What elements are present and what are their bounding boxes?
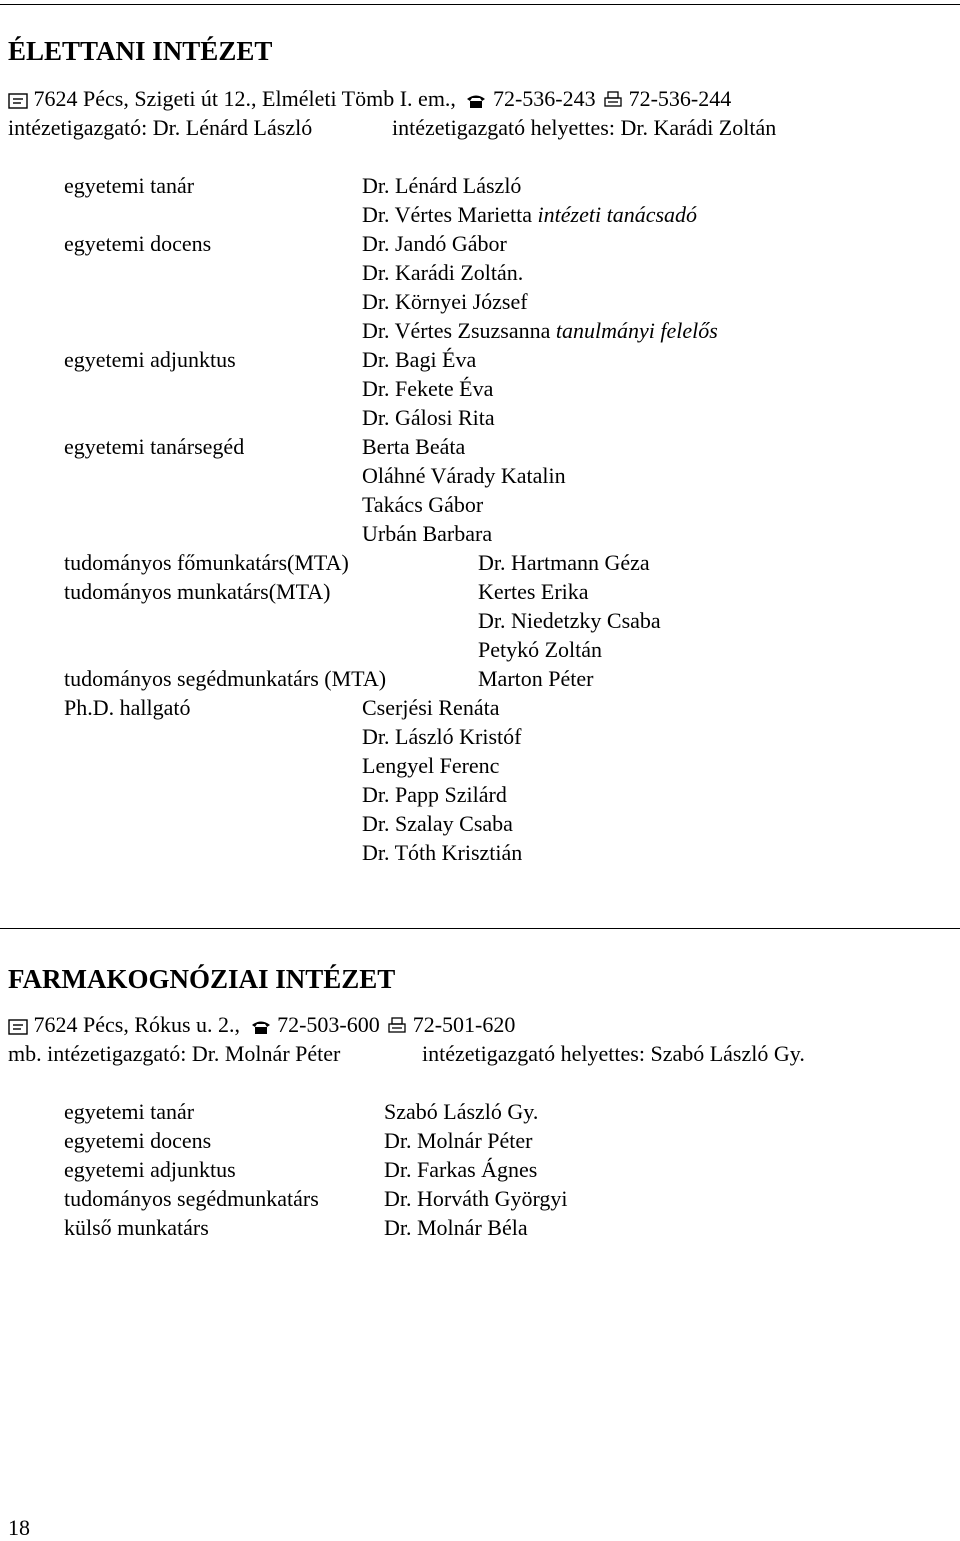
person-name-text: Dr. Molnár Péter bbox=[384, 1128, 533, 1153]
person-name-text: Dr. Hartmann Géza bbox=[478, 550, 650, 575]
staff-row bbox=[0, 403, 960, 432]
address-text: 7624 Pécs, Szigeti út 12., Elméleti Tömb I. em., bbox=[33, 86, 456, 111]
person-name-text: Dr. Jandó Gábor bbox=[362, 231, 507, 256]
person-name bbox=[362, 345, 476, 374]
director-line bbox=[0, 1039, 960, 1068]
person-name-text: Dr. Lénárd László bbox=[362, 173, 522, 198]
deputy-text: intézetigazgató helyettes: Dr. Karádi Zoltán bbox=[392, 115, 777, 140]
staff-row bbox=[0, 751, 960, 780]
fax-number: 72-536-244 bbox=[628, 86, 732, 111]
person-name bbox=[362, 432, 465, 461]
mailbox-icon bbox=[8, 87, 28, 116]
fax-icon bbox=[603, 87, 623, 116]
fax-icon bbox=[387, 1013, 407, 1042]
person-name-text: Dr. Tóth Krisztián bbox=[362, 840, 523, 865]
director-text: mb. intézetigazgató: Dr. Molnár Péter bbox=[8, 1041, 341, 1066]
person-name bbox=[384, 1126, 532, 1155]
person-name bbox=[478, 635, 602, 664]
person-name bbox=[362, 780, 507, 809]
person-name-text: Cserjési Renáta bbox=[362, 695, 500, 720]
role-label: egyetemi docens bbox=[64, 231, 212, 256]
person-name bbox=[384, 1184, 568, 1213]
staff-row bbox=[0, 606, 960, 635]
person-name bbox=[362, 229, 507, 258]
person-name-text: Szabó László Gy. bbox=[384, 1099, 539, 1124]
address-text: 7624 Pécs, Rókus u. 2., bbox=[33, 1012, 241, 1037]
phone-number: 72-503-600 bbox=[277, 1012, 380, 1037]
role-label: tudományos főmunkatárs(MTA) bbox=[64, 550, 349, 575]
role-label: tudományos segédmunkatárs (MTA) bbox=[64, 666, 387, 691]
page-number: 18 bbox=[8, 1515, 30, 1540]
institute-title: ÉLETTANI INTÉZET bbox=[8, 36, 273, 66]
phone-number: 72-536-243 bbox=[492, 86, 596, 111]
person-name bbox=[362, 287, 528, 316]
staff-row bbox=[0, 258, 960, 287]
role-label: egyetemi docens bbox=[64, 1128, 212, 1153]
fax-number: 72-501-620 bbox=[412, 1012, 516, 1037]
staff-row bbox=[0, 519, 960, 548]
institute-title: FARMAKOGNÓZIAI INTÉZET bbox=[8, 964, 396, 994]
staff-row bbox=[0, 548, 960, 577]
person-name bbox=[478, 606, 661, 635]
person-name-text: Dr. Vértes Zsuzsanna bbox=[362, 318, 551, 343]
contact-line bbox=[8, 84, 731, 113]
person-name bbox=[362, 490, 483, 519]
role-label: Ph.D. hallgató bbox=[64, 695, 191, 720]
staff-row bbox=[0, 287, 960, 316]
person-name bbox=[362, 461, 566, 490]
person-name-text: Dr. Niedetzky Csaba bbox=[478, 608, 661, 633]
role-label: külső munkatárs bbox=[64, 1215, 209, 1240]
person-name-text: Dr. Szalay Csaba bbox=[362, 811, 513, 836]
person-name bbox=[362, 403, 495, 432]
person-name-text: Dr. Bagi Éva bbox=[362, 347, 477, 372]
person-name bbox=[362, 200, 697, 229]
staff-row bbox=[0, 461, 960, 490]
person-name-text: Marton Péter bbox=[478, 666, 594, 691]
staff-row bbox=[0, 374, 960, 403]
role-label: egyetemi tanár bbox=[64, 173, 195, 198]
person-note: intézeti tanácsadó bbox=[537, 202, 698, 227]
top-rule bbox=[0, 4, 960, 5]
staff-row bbox=[0, 1097, 960, 1126]
role-label: egyetemi adjunktus bbox=[64, 1157, 236, 1182]
director-text: intézetigazgató: Dr. Lénárd László bbox=[8, 115, 313, 140]
person-name bbox=[362, 519, 492, 548]
person-name-text: Dr. Vértes Marietta bbox=[362, 202, 533, 227]
section-divider bbox=[0, 928, 960, 929]
telephone-icon bbox=[465, 87, 487, 116]
staff-row bbox=[0, 345, 960, 374]
person-name-text: Dr. Farkas Ágnes bbox=[384, 1157, 538, 1182]
staff-row bbox=[0, 316, 960, 345]
person-name bbox=[478, 664, 593, 693]
staff-row bbox=[0, 1184, 960, 1213]
contact-line bbox=[8, 1010, 515, 1039]
person-name bbox=[362, 374, 493, 403]
person-name-text: Berta Beáta bbox=[362, 434, 466, 459]
person-name bbox=[362, 171, 521, 200]
person-name-text: Dr. László Kristóf bbox=[362, 724, 522, 749]
person-name bbox=[478, 577, 589, 606]
staff-row bbox=[0, 432, 960, 461]
person-name bbox=[362, 838, 522, 867]
mailbox-icon bbox=[8, 1013, 28, 1042]
role-label: tudományos munkatárs(MTA) bbox=[64, 579, 331, 604]
staff-row bbox=[0, 1213, 960, 1242]
role-label: tudományos segédmunkatárs bbox=[64, 1186, 319, 1211]
staff-row bbox=[0, 229, 960, 258]
person-name bbox=[384, 1155, 537, 1184]
director-line bbox=[0, 113, 960, 142]
person-name bbox=[362, 693, 499, 722]
role-label: egyetemi adjunktus bbox=[64, 347, 236, 372]
deputy-text: intézetigazgató helyettes: Szabó László Gy. bbox=[422, 1041, 805, 1066]
staff-row bbox=[0, 838, 960, 867]
person-name-text: Petykó Zoltán bbox=[478, 637, 603, 662]
staff-row bbox=[0, 200, 960, 229]
staff-row bbox=[0, 1155, 960, 1184]
person-name-text: Oláhné Várady Katalin bbox=[362, 463, 566, 488]
staff-row bbox=[0, 490, 960, 519]
staff-row bbox=[0, 664, 960, 693]
staff-row bbox=[0, 722, 960, 751]
person-name bbox=[362, 809, 513, 838]
person-name-text: Dr. Papp Szilárd bbox=[362, 782, 507, 807]
staff-row bbox=[0, 577, 960, 606]
staff-row bbox=[0, 171, 960, 200]
person-name-text: Takács Gábor bbox=[362, 492, 484, 517]
staff-row bbox=[0, 780, 960, 809]
person-name-text: Dr. Molnár Béla bbox=[384, 1215, 528, 1240]
person-name bbox=[362, 751, 499, 780]
person-name-text: Dr. Gálosi Rita bbox=[362, 405, 495, 430]
role-label: egyetemi tanársegéd bbox=[64, 434, 245, 459]
person-name-text: Kertes Erika bbox=[478, 579, 589, 604]
person-name-text: Dr. Fekete Éva bbox=[362, 376, 494, 401]
person-name-text: Dr. Karádi Zoltán. bbox=[362, 260, 524, 285]
person-name-text: Lengyel Ferenc bbox=[362, 753, 500, 778]
person-name bbox=[362, 722, 521, 751]
person-name bbox=[384, 1097, 538, 1126]
staff-row bbox=[0, 1126, 960, 1155]
person-name-text: Dr. Környei József bbox=[362, 289, 528, 314]
staff-row bbox=[0, 809, 960, 838]
person-name bbox=[362, 316, 718, 345]
staff-row bbox=[0, 693, 960, 722]
person-name bbox=[384, 1213, 528, 1242]
telephone-icon bbox=[250, 1013, 272, 1042]
person-name bbox=[362, 258, 523, 287]
person-name-text: Dr. Horváth Györgyi bbox=[384, 1186, 568, 1211]
staff-row bbox=[0, 635, 960, 664]
person-name-text: Urbán Barbara bbox=[362, 521, 493, 546]
person-name bbox=[478, 548, 650, 577]
person-note: tanulmányi felelős bbox=[555, 318, 718, 343]
role-label: egyetemi tanár bbox=[64, 1099, 195, 1124]
